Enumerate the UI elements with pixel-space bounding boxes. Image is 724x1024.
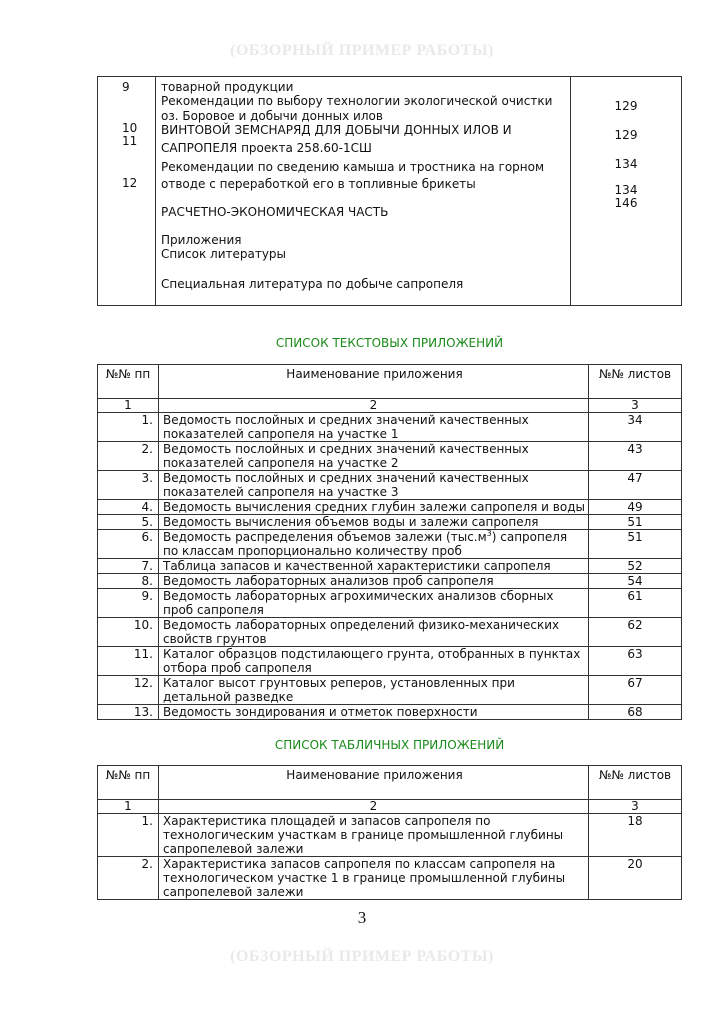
toc-title: Рекомендации по сведению камыша и тростника на горном bbox=[161, 160, 545, 174]
table-row bbox=[98, 676, 682, 705]
table-row bbox=[98, 515, 682, 530]
toc-numbers-cell bbox=[98, 77, 156, 306]
row-name: Ведомость послойных и средних значений качественных показателей сапропеля на участке 3 bbox=[159, 471, 589, 500]
toc-page: 146 bbox=[614, 196, 638, 210]
toc-number: 12 bbox=[122, 176, 138, 190]
row-num: 1. bbox=[98, 413, 159, 442]
toc-title: САПРОПЕЛЯ проекта 258.60-1СШ bbox=[161, 141, 372, 155]
toc-table bbox=[97, 76, 682, 306]
toc-title: Специальная литература по добыче сапропеля bbox=[161, 277, 464, 291]
table-row bbox=[98, 574, 682, 589]
row-num: 8. bbox=[98, 574, 159, 589]
toc-title: Список литературы bbox=[161, 247, 287, 261]
toc-number: 10 bbox=[122, 121, 138, 135]
table-row bbox=[98, 471, 682, 500]
row-pages: 62 bbox=[589, 618, 682, 647]
row-num: 4. bbox=[98, 500, 159, 515]
text-appendices-table bbox=[97, 364, 682, 720]
row-num: 9. bbox=[98, 589, 159, 618]
toc-number: 9 bbox=[122, 80, 130, 94]
row-name: Ведомость вычисления средних глубин залежи сапропеля и воды bbox=[159, 500, 589, 515]
toc-title: оз. Боровое и добычи донных илов bbox=[161, 109, 383, 123]
row-name: Каталог образцов подстилающего грунта, отобранных в пунктах отбора проб сапропеля bbox=[159, 647, 589, 676]
row-name: Ведомость лабораторных определений физико-механических свойств грунтов bbox=[159, 618, 589, 647]
watermark-bottom: (ОБЗОРНЫЙ ПРИМЕР РАБОТЫ) bbox=[230, 948, 494, 965]
row-name: Характеристика запасов сапропеля по классам сапропеля на технологическом участке 1 в границе промышленной глубины сапропелевой залежи bbox=[159, 857, 589, 900]
table-row bbox=[98, 413, 682, 442]
row-num: 3. bbox=[98, 471, 159, 500]
row-num: 5. bbox=[98, 515, 159, 530]
header-pages: №№ листов bbox=[589, 766, 682, 800]
column-number: 1 bbox=[98, 399, 159, 413]
watermark-top: (ОБЗОРНЫЙ ПРИМЕР РАБОТЫ) bbox=[230, 42, 494, 59]
column-number: 3 bbox=[589, 800, 682, 814]
header-name: Наименование приложения bbox=[159, 365, 589, 399]
toc-page: 129 bbox=[614, 99, 638, 113]
column-number: 2 bbox=[159, 399, 589, 413]
row-num: 10. bbox=[98, 618, 159, 647]
toc-page: 134 bbox=[614, 157, 638, 171]
table-row bbox=[98, 647, 682, 676]
toc-page: 129 bbox=[614, 128, 638, 142]
row-name: Характеристика площадей и запасов сапропеля по технологическим участкам в границе промышленной глубины сапропелевой залежи bbox=[159, 814, 589, 857]
toc-page: 134 bbox=[614, 183, 638, 197]
table-row bbox=[98, 442, 682, 471]
row-num: 13. bbox=[98, 705, 159, 720]
table-row bbox=[98, 559, 682, 574]
row-pages: 47 bbox=[589, 471, 682, 500]
header-pages: №№ листов bbox=[589, 365, 682, 399]
table-row bbox=[98, 530, 682, 559]
row-num: 2. bbox=[98, 442, 159, 471]
toc-title: ВИНТОВОЙ ЗЕМСНАРЯД ДЛЯ ДОБЫЧИ ДОННЫХ ИЛОВ И bbox=[161, 123, 512, 137]
row-name: Ведомость лабораторных анализов проб сапропеля bbox=[159, 574, 589, 589]
toc-title: товарной продукции bbox=[161, 80, 294, 94]
row-name: Таблица запасов и качественной характеристики сапропеля bbox=[159, 559, 589, 574]
table-row bbox=[98, 589, 682, 618]
header-num: №№ пп bbox=[98, 766, 159, 800]
superscript: 3 bbox=[486, 529, 492, 538]
toc-titles-cell bbox=[156, 77, 571, 306]
row-name: Каталог высот грунтовых реперов, установленных при детальной разведке bbox=[159, 676, 589, 705]
row-pages: 52 bbox=[589, 559, 682, 574]
table-appendices-title: СПИСОК ТАБЛИЧНЫХ ПРИЛОЖЕНИЙ bbox=[274, 738, 505, 752]
row-pages: 63 bbox=[589, 647, 682, 676]
column-number: 1 bbox=[98, 800, 159, 814]
row-name: Ведомость вычисления объемов воды и залежи сапропеля bbox=[159, 515, 589, 530]
toc-title: Приложения bbox=[161, 233, 242, 247]
toc-number: 11 bbox=[122, 134, 138, 148]
toc-title: РАСЧЕТНО-ЭКОНОМИЧЕСКАЯ ЧАСТЬ bbox=[161, 205, 389, 219]
table-row bbox=[98, 857, 682, 900]
toc-pages-cell bbox=[571, 77, 682, 306]
row-pages: 20 bbox=[589, 857, 682, 900]
row-pages: 18 bbox=[589, 814, 682, 857]
row-name: Ведомость послойных и средних значений качественных показателей сапропеля на участке 1 bbox=[159, 413, 589, 442]
row-num: 6. bbox=[98, 530, 159, 559]
row-pages: 68 bbox=[589, 705, 682, 720]
row-name: Ведомость зондирования и отметок поверхности bbox=[159, 705, 589, 720]
header-name: Наименование приложения bbox=[159, 766, 589, 800]
column-number: 2 bbox=[159, 800, 589, 814]
row-name: Ведомость послойных и средних значений качественных показателей сапропеля на участке 2 bbox=[159, 442, 589, 471]
row-name: Ведомость лабораторных агрохимических анализов сборных проб сапропеля bbox=[159, 589, 589, 618]
row-name-part: ) сапропеля по классам пропорционально количеству проб bbox=[163, 530, 568, 558]
header-num: №№ пп bbox=[98, 365, 159, 399]
row-pages: 34 bbox=[589, 413, 682, 442]
table-row bbox=[98, 814, 682, 857]
row-num: 12. bbox=[98, 676, 159, 705]
row-name bbox=[159, 530, 589, 559]
row-pages: 43 bbox=[589, 442, 682, 471]
page-number: 3 bbox=[357, 908, 367, 927]
text-appendices-title: СПИСОК ТЕКСТОВЫХ ПРИЛОЖЕНИЙ bbox=[275, 336, 504, 350]
toc-title: отводе с переработкой его в топливные брикеты bbox=[161, 177, 476, 191]
table-row bbox=[98, 618, 682, 647]
column-number: 3 bbox=[589, 399, 682, 413]
row-name-part: Ведомость распределения объемов залежи (тыс.м bbox=[163, 530, 487, 544]
toc-title: Рекомендации по выбору технологии экологической очистки bbox=[161, 94, 553, 108]
row-pages: 49 bbox=[589, 500, 682, 515]
row-pages: 51 bbox=[589, 530, 682, 559]
table-row bbox=[98, 500, 682, 515]
row-num: 7. bbox=[98, 559, 159, 574]
row-num: 2. bbox=[98, 857, 159, 900]
row-num: 11. bbox=[98, 647, 159, 676]
row-pages: 54 bbox=[589, 574, 682, 589]
row-pages: 67 bbox=[589, 676, 682, 705]
table-appendices-table bbox=[97, 765, 682, 900]
row-num: 1. bbox=[98, 814, 159, 857]
row-pages: 61 bbox=[589, 589, 682, 618]
table-row bbox=[98, 705, 682, 720]
row-pages: 51 bbox=[589, 515, 682, 530]
